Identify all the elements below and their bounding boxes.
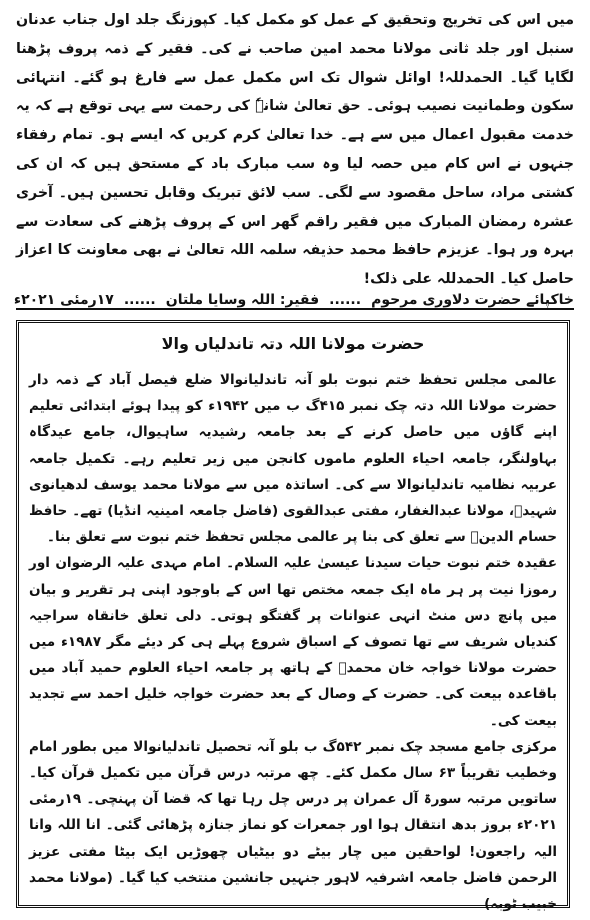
signature-date: ۱۷رمئی ۲۰۲۱ء (13, 292, 114, 308)
obituary-box (16, 320, 570, 913)
signature-author: خاکپائے حضرت دلاوری مرحوم (371, 292, 574, 308)
obituary-paragraph: عالمی مجلس تحفظ ختم نبوت بلو آنہ تاندلیانوالا ضلع فیصل آباد کے ذمہ دار حضرت مولانا اللہ دتہ چک نمبر ۴۱۵گ ب میں ۱۹۴۲ء کو پیدا ہوئے ابتدائی تعلیم اپنے گاؤں میں حاصل کرنے کے بعد جامعہ رشیدیہ ساہیوال، جامع عیدگاہ بہاولنگر، جامعہ احیاء العلوم ماموں کانجن میں زیر تعلیم رہے۔ تکمیل جامعہ عربیہ نظامیہ تاندلیانوالا سے کی۔ اساتذہ میں سے مولانا محمد یوسف لدھیانوی شہیدؒ، مولانا عبدالغفار، مفتی عبدالقوی (فاضل جامعہ امینیہ انڈیا) تھے۔ حافظ حسام الدینؒ سے تعلق کی بنا پر عالمی مجلس تحفظ ختم نبوت سے تعلق بنا۔ (29, 372, 557, 546)
intro-paragraph (16, 6, 574, 294)
obituary-body (29, 367, 557, 917)
intro-text: میں اس کی تخریج وتحقیق کے عمل کو مکمل کیا۔ کپوزنگ جلد اول جناب عدنان سنبل اور جلد ثانی مولانا محمد امین صاحب نے کی۔ فقیر کے ذمہ پروف پڑھنا لگایا گیا۔ الحمدللہ! اوائل شوال تک اس مکمل عمل سے فارغ ہو گئے۔ انتہائی سکون وطمانیت نصیب ہوئی۔ حق تعالیٰ شانہٗ کی رحمت سے یہی توقع ہے کہ یہ خدمت مقبول اعمال میں سے ہے۔ خدا تعالیٰ کرم کریں کہ ایسے ہو۔ تمام رفقاء جنہوں نے اس کام میں حصہ لیا وہ سب مبارک باد کے مستحق ہیں کہ ان کی کشتی مراد، ساحل مقصود سے لگی۔ سب لائق تبریک وقابل تحسین ہیں۔ آخری عشرہ رمضان المبارک میں فقیر راقم گھر اس کے پروف پڑھنے کی سعادت سے بہرہ ور ہوا۔ عزیزم حافظ محمد حذیفہ سلمہ اللہ تعالیٰ نے بھی معاونت کا اعزاز حاصل کیا۔ الحمدللہ علی ذلک! (16, 12, 574, 288)
obituary-title: حضرت مولانا اللہ دتہ تاندلیاں والا (161, 334, 425, 353)
section-divider (16, 308, 574, 310)
signature-place: فقیر: اللہ وسایا ملتان (165, 292, 320, 308)
obituary-paragraph: مرکزی جامع مسجد چک نمبر ۵۴۲گ ب بلو آنہ تحصیل تاندلیانوالا میں بطور امام وخطیب تقریباً ۶۳ سال مکمل کئے۔ چھ مرتبہ درس قرآن میں تکمیل قرآن کیا۔ ساتویں مرتبہ سورۃ آل عمران پر درس چل رہا تھا کہ قضا آن پہنچی۔ ۱۹رمئی ۲۰۲۱ء بروز بدھ انتقال ہوا اور جمعرات کو نماز جنازہ پڑھائی گئی۔ انا اللہ وانا الیہ راجعون! لواحقین میں چار بیٹے دو بیٹیاں چھوڑیں ایک بیٹا مفتی عزیز الرحمن فاضل جامعہ اشرفیہ لاہور جنہیں جانشین منتخب کیا گیا۔ (مولانا محمد خبیب ٹوبہ) (29, 738, 558, 913)
signature-dots: ...... (329, 292, 362, 308)
obituary-paragraph: عقیدہ ختم نبوت حیات سیدنا عیسیٰ علیہ السلام۔ امام مہدی علیہ الرضوان اور رموزا نیت پر ہر ماہ ایک جمعہ مختص تھا اس کے باوجود اپنی ہر تقریر و بیان میں پانچ دس منٹ انہی عنوانات پر گفتگو ہوتی۔ دلی تعلق خانقاہ سراجیہ کندیاں شریف سے تھا تصوف کے اسباق شروع پہلے ہی کر دیئے مگر ۱۹۸۷ء میں حضرت مولانا خواجہ خان محمدؒ کے ہاتھ پر جامعہ احیاء العلوم حمید آباد میں باقاعدہ بیعت کی۔ حضرت کے وصال کے بعد حضرت خواجہ خلیل احمد سے تجدید بیعت کی۔ (29, 555, 557, 729)
signature-dots: ...... (123, 292, 156, 308)
